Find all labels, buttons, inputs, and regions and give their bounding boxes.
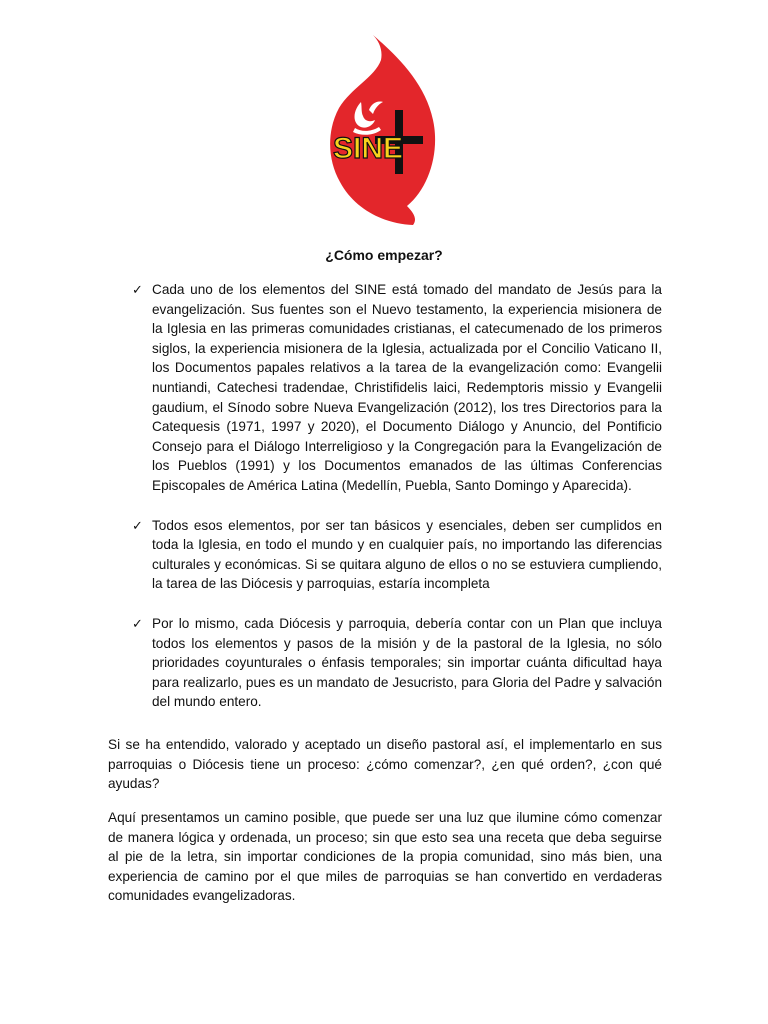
list-item-text: Cada uno de los elementos del SINE está tomado del mandato de Jesús para la evangelización. Sus fuentes son el Nuevo testamento, la experiencia misionera de la Iglesia en las primeras comunidades cristianas, el catecumenado de los primeros siglos, la experiencia misionera de la Iglesia, actualizada por el Concilio Vaticano II, los Documentos papales relativos a la tarea de la evangelización como: Evangelii nuntiandi, Catechesi tradendae, Christifidelis laici, Redemptoris missio y Evangelii gaudium, el Sínodo sobre Nueva Evangelización (2012), los tres Directorios para la Catequesis (1971, 1997 y 2020), el Documento Diálogo y Anuncio, del Pontificio Consejo para el Diálogo Interreligioso y la Congregación para la Evangelización de los Pueblos (1991) y los Documentos emanados de las últimas Conferencias Episcopales de América Latina (Medellín, Puebla, Santo Domingo y Aparecida).: [152, 282, 662, 493]
flame-icon: [330, 35, 435, 225]
list-item: [128, 516, 662, 594]
list-item-text: Todos esos elementos, por ser tan básicos y esenciales, deben ser cumplidos en toda la Iglesia, en todo el mundo y en cualquier país, no importando las diferencias culturales y económicas. Si se quitara alguno de ellos o no se estuviera cumpliendo, la tarea de las Diócesis y parroquias, estaría incompleta: [152, 517, 662, 592]
check-icon: ✓: [132, 282, 143, 297]
list-item: [128, 614, 662, 712]
list-item: [128, 280, 662, 496]
paragraph: Si se ha entendido, valorado y aceptado un diseño pastoral así, el implementarlo en sus parroquias o Diócesis tiene un proceso: ¿cómo comenzar?, ¿en qué orden?, ¿con qué ayudas?: [108, 737, 662, 792]
logo-text: SINE: [333, 132, 404, 165]
paragraph: Aquí presentamos un camino posible, que puede ser una luz que ilumine cómo comenzar de manera lógica y ordenada, un proceso; sin que esto sea una receta que deba seguirse al pie de la letra, sin importar condiciones de la propia comunidad, sino más bien, una experiencia de camino por el que miles de parroquias se han convertido en verdaderas comunidades evangelizadoras.: [108, 810, 662, 904]
section-heading: ¿Cómo empezar?: [325, 247, 443, 263]
check-icon: ✓: [132, 615, 143, 631]
list-item-text: Por lo mismo, cada Diócesis y parroquia, debería contar con un Plan que incluya todos los elementos y pasos de la misión y de la pastoral de la Iglesia, no sólo prioridades coyunturales o énfasis temporales; sin importar cuánta dificultad haya para realizarlo, pues es un mandato de Jesucristo, para Gloria del Padre y salvación del mundo entero.: [152, 615, 662, 710]
bullet-list: [128, 280, 662, 732]
check-icon: ✓: [132, 517, 143, 533]
sine-logo: [325, 32, 445, 227]
